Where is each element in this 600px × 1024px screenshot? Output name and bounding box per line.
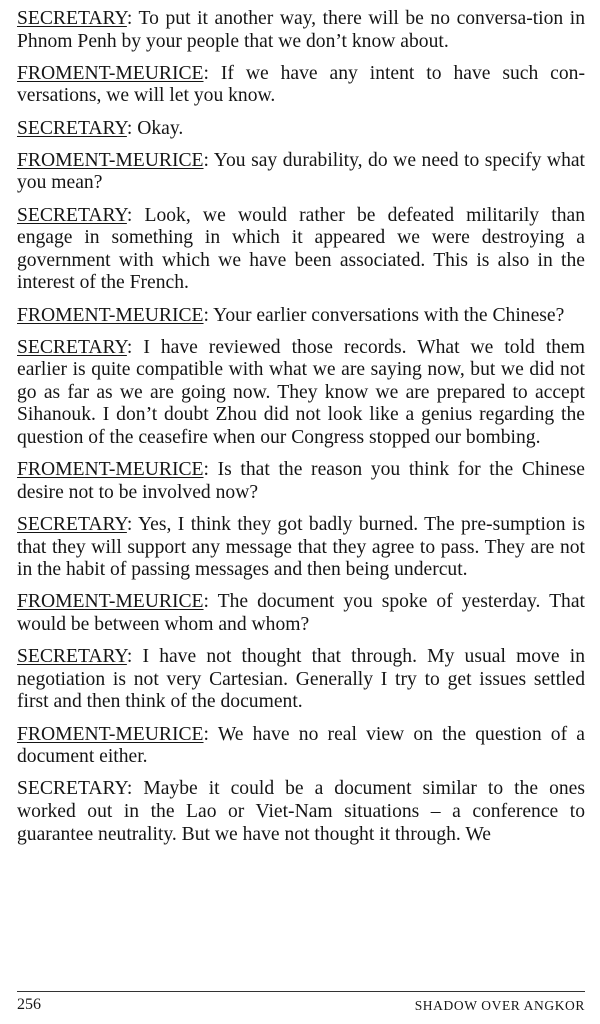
speaker-name: SECRETARY [17, 8, 127, 29]
speaker-name: SECRETARY [17, 204, 127, 226]
dialogue-paragraph: FROMENT-MEURICE: The document you spoke of yesterday. That would be between whom and whom? [17, 591, 585, 635]
dialogue-paragraph: FROMENT-MEURICE: If we have any intent to have such con-versations, we will let you know. [17, 62, 586, 107]
dialogue-paragraph: SECRETARY: Look, we would rather be defeated militarily than engage in something in which it appeared we were destroying a government with which we have been associated. This is also in the interest of the French. [17, 204, 586, 294]
dialogue-paragraph: SECRETARY: I have reviewed those records. What we told them earlier is quite compatible with what we are saying now, but we did not go as far as we are going now. They know we are prepared to accept Sihanouk. I don’t doubt Zhou did not look like a genius regarding the question of the ceasefire when our Congress stopped our bombing. [17, 336, 585, 449]
speech-text: Yes, I think they got badly burned. The pre-sumption is that they will support any message that they agree to pass. They are not in the habit of passing messages and then being undercut. [17, 514, 585, 581]
speech-text: We have no real view on the question of a document either. [17, 723, 585, 768]
dialogue-paragraph: FROMENT-MEURICE: You say durability, do we need to specify what you mean? [17, 149, 586, 194]
speaker-name: FROMENT-MEURICE [17, 149, 204, 171]
speech-text: Is that the reason you think for the Chinese desire not to be involved now? [17, 459, 585, 503]
speaker-name: SECRETARY [17, 117, 127, 139]
transcript-page [17, 8, 585, 856]
page-number: 256 [17, 996, 41, 1013]
speech-text: I have reviewed those records. What we told them earlier is quite compatible with what we are saying now, but we did not go as far as we are going now. They know we are prepared to accept Sihanouk. I don’t doubt Zhou did not look like a genius regarding the question of the ceasefire when our Congress stopped our bombing. [17, 336, 585, 449]
speech-text: You say durability, do we need to specify what you mean? [17, 149, 586, 194]
dialogue-paragraph: FROMENT-MEURICE: Is that the reason you think for the Chinese desire not to be involved now? [17, 459, 585, 503]
dialogue-paragraph: SECRETARY: Yes, I think they got badly burned. The pre-sumption is that they will support any message that they agree to pass. They are not in the habit of passing messages and then being undercut. [17, 514, 585, 581]
dialogue-paragraph: SECRETARY: To put it another way, there will be no conversa-tion in Phnom Penh by your people that we don’t know about. [17, 8, 585, 52]
dialogue-paragraph: SECRETARY: Maybe it could be a document similar to the ones worked out in the Lao or Viet-Nam situations – a conference to guarantee neutrality. But we have not thought it through. We [17, 778, 585, 845]
speaker-name: FROMENT-MEURICE [17, 62, 204, 84]
dialogue-paragraph: FROMENT-MEURICE: Your earlier conversations with the Chinese? [17, 304, 565, 326]
dialogue-paragraph: SECRETARY: I have not thought that through. My usual move in negotiation is not very Cartesian. Generally I try to get issues settled first and then think of the document. [17, 646, 586, 713]
speech-text: To put it another way, there will be no conversa-tion in Phnom Penh by your people that we don’t know about. [17, 8, 585, 52]
dialogue-paragraph: SECRETARY: Okay. [17, 117, 184, 139]
speaker-name: SECRETARY [17, 778, 127, 800]
speech-text: I have not thought that through. My usual move in negotiation is not very Cartesian. Generally I try to get issues settled first and then think of the document. [17, 646, 586, 713]
speaker-name: FROMENT-MEURICE [17, 304, 204, 326]
speech-text: Okay. [137, 117, 184, 139]
speech-text: Your earlier conversations with the Chinese? [213, 304, 565, 326]
footer-divider [17, 991, 585, 992]
speaker-name: FROMENT-MEURICE [17, 591, 204, 613]
speech-text: If we have any intent to have such con-versations, we will let you know. [17, 62, 586, 107]
speech-text: The document you spoke of yesterday. That would be between whom and whom? [17, 591, 585, 635]
dialogue-paragraph: FROMENT-MEURICE: We have no real view on the question of a document either. [17, 723, 585, 768]
speech-text: Look, we would rather be defeated militarily than engage in something in which it appeared we were destroying a government with which we have been associated. This is also in the interest of the French. [17, 204, 586, 294]
speaker-name: FROMENT-MEURICE [17, 723, 204, 745]
speaker-name: SECRETARY [17, 646, 127, 668]
running-title: SHADOW OVER ANGKOR [414, 998, 585, 1013]
speaker-name: SECRETARY [17, 336, 127, 358]
speech-text: Maybe it could be a document similar to the ones worked out in the Lao or Viet-Nam situations – a conference to guarantee neutrality. But we have not thought it through. We [17, 778, 585, 845]
speaker-name: SECRETARY [17, 514, 127, 536]
speaker-name: FROMENT-MEURICE [17, 459, 204, 481]
